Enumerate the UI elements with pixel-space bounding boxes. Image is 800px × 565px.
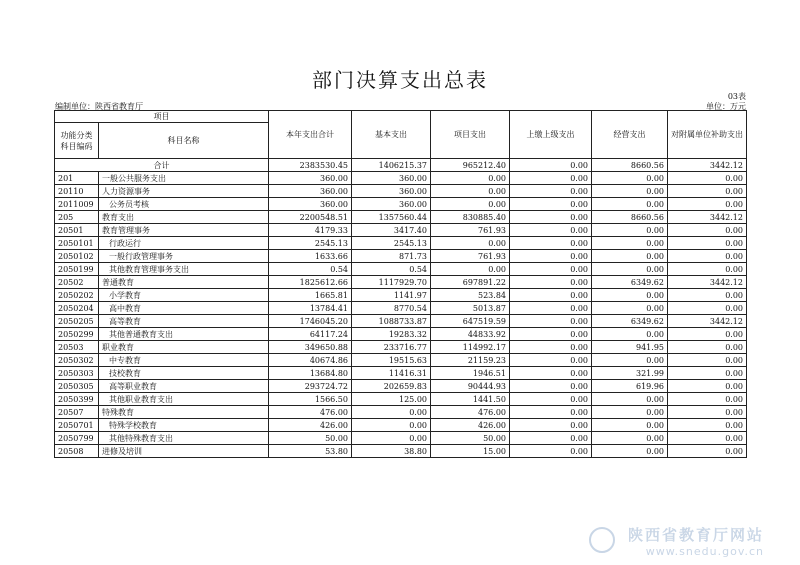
- row-code: 2050199: [55, 263, 99, 276]
- row-code: 2050701: [55, 419, 99, 432]
- row-subject-name: 一般公共服务支出: [99, 172, 269, 185]
- row-operating: 6349.62: [592, 315, 668, 328]
- row-total: 349650.88: [269, 341, 352, 354]
- table-row: [55, 250, 747, 263]
- row-project: 761.93: [431, 224, 510, 237]
- row-basic: 360.00: [352, 172, 431, 185]
- table-row: [55, 315, 747, 328]
- row-subject-name: 教育管理事务: [99, 224, 269, 237]
- row-project: 90444.93: [431, 380, 510, 393]
- watermark-site-name: 陕西省教育厅网站: [627, 526, 764, 544]
- table-row: [55, 328, 747, 341]
- row-project: 0.00: [431, 237, 510, 250]
- row-project: 1441.50: [431, 393, 510, 406]
- row-subject-name: 中专教育: [99, 354, 269, 367]
- row-total: 53.80: [269, 445, 352, 458]
- item-group-header: 项目: [55, 111, 269, 123]
- row-code: 20501: [55, 224, 99, 237]
- total-project: 965212.40: [431, 159, 510, 172]
- row-subsidy: 0.00: [668, 250, 747, 263]
- row-subject-name: 行政运行: [99, 237, 269, 250]
- col-header-basic: 基本支出: [352, 111, 431, 159]
- row-subject-name: 其他教育管理事务支出: [99, 263, 269, 276]
- row-upper: 0.00: [510, 393, 592, 406]
- row-basic: 3417.40: [352, 224, 431, 237]
- row-subject-name: 高中教育: [99, 302, 269, 315]
- row-upper: 0.00: [510, 198, 592, 211]
- row-total: 64117.24: [269, 328, 352, 341]
- row-operating: 0.00: [592, 172, 668, 185]
- row-code: 2050305: [55, 380, 99, 393]
- row-subject-name: 高等职业教育: [99, 380, 269, 393]
- row-code: 2050399: [55, 393, 99, 406]
- row-upper: 0.00: [510, 250, 592, 263]
- row-subject-name: 特殊教育: [99, 406, 269, 419]
- row-total: 50.00: [269, 432, 352, 445]
- row-operating: 0.00: [592, 250, 668, 263]
- row-subsidy: 0.00: [668, 172, 747, 185]
- row-project: 44833.92: [431, 328, 510, 341]
- row-subsidy: 0.00: [668, 419, 747, 432]
- row-basic: 0.00: [352, 419, 431, 432]
- row-subsidy: 0.00: [668, 263, 747, 276]
- row-subsidy: 0.00: [668, 289, 747, 302]
- total-upper: 0.00: [510, 159, 592, 172]
- row-upper: 0.00: [510, 276, 592, 289]
- row-total: 40674.86: [269, 354, 352, 367]
- row-code: 20502: [55, 276, 99, 289]
- row-subsidy: 3442.12: [668, 276, 747, 289]
- table-row: [55, 211, 747, 224]
- row-subsidy: 0.00: [668, 198, 747, 211]
- row-code: 20110: [55, 185, 99, 198]
- row-subject-name: 进修及培训: [99, 445, 269, 458]
- row-subsidy: 3442.12: [668, 315, 747, 328]
- row-total: 13684.80: [269, 367, 352, 380]
- row-basic: 19283.32: [352, 328, 431, 341]
- row-subsidy: 0.00: [668, 302, 747, 315]
- row-upper: 0.00: [510, 237, 592, 250]
- row-project: 1946.51: [431, 367, 510, 380]
- row-operating: 0.00: [592, 198, 668, 211]
- row-subject-name: 教育支出: [99, 211, 269, 224]
- row-subject-name: 一般行政管理事务: [99, 250, 269, 263]
- row-total: 426.00: [269, 419, 352, 432]
- col-header-total: 本年支出合计: [269, 111, 352, 159]
- row-basic: 0.54: [352, 263, 431, 276]
- row-operating: 0.00: [592, 263, 668, 276]
- form-number: 03表: [727, 92, 746, 101]
- row-subsidy: 0.00: [668, 393, 747, 406]
- row-project: 0.00: [431, 185, 510, 198]
- row-subject-name: 技校教育: [99, 367, 269, 380]
- row-basic: 871.73: [352, 250, 431, 263]
- row-subject-name: 普通教育: [99, 276, 269, 289]
- row-project: 426.00: [431, 419, 510, 432]
- page-title: 部门决算支出总表: [312, 68, 488, 92]
- row-upper: 0.00: [510, 432, 592, 445]
- row-upper: 0.00: [510, 380, 592, 393]
- col-header-func-code: 功能分类 科目编码: [55, 123, 99, 159]
- row-code: 2011009: [55, 198, 99, 211]
- row-total: 13784.41: [269, 302, 352, 315]
- row-upper: 0.00: [510, 328, 592, 341]
- row-project: 647519.59: [431, 315, 510, 328]
- row-code: 20507: [55, 406, 99, 419]
- total-row: [55, 159, 747, 172]
- row-project: 830885.40: [431, 211, 510, 224]
- table-row: [55, 406, 747, 419]
- row-basic: 233716.77: [352, 341, 431, 354]
- table-row: [55, 367, 747, 380]
- row-upper: 0.00: [510, 406, 592, 419]
- row-project: 15.00: [431, 445, 510, 458]
- total-operating: 8660.56: [592, 159, 668, 172]
- row-total: 0.54: [269, 263, 352, 276]
- row-project: 523.84: [431, 289, 510, 302]
- table-row: [55, 393, 747, 406]
- row-subject-name: 小学教育: [99, 289, 269, 302]
- row-operating: 619.96: [592, 380, 668, 393]
- row-code: 2050205: [55, 315, 99, 328]
- table-row: [55, 198, 747, 211]
- row-project: 697891.22: [431, 276, 510, 289]
- row-project: 0.00: [431, 198, 510, 211]
- row-total: 293724.72: [269, 380, 352, 393]
- row-code: 2050799: [55, 432, 99, 445]
- row-operating: 0.00: [592, 445, 668, 458]
- row-upper: 0.00: [510, 445, 592, 458]
- row-subsidy: 0.00: [668, 237, 747, 250]
- row-operating: 0.00: [592, 185, 668, 198]
- row-subject-name: 人力资源事务: [99, 185, 269, 198]
- row-project: 114992.17: [431, 341, 510, 354]
- col-header-operating: 经营支出: [592, 111, 668, 159]
- row-total: 1825612.66: [269, 276, 352, 289]
- row-project: 476.00: [431, 406, 510, 419]
- row-operating: 6349.62: [592, 276, 668, 289]
- row-subsidy: 0.00: [668, 445, 747, 458]
- row-total: 360.00: [269, 198, 352, 211]
- row-basic: 125.00: [352, 393, 431, 406]
- row-upper: 0.00: [510, 354, 592, 367]
- row-basic: 1357560.44: [352, 211, 431, 224]
- row-basic: 360.00: [352, 185, 431, 198]
- row-code: 20508: [55, 445, 99, 458]
- row-basic: 0.00: [352, 406, 431, 419]
- row-code: 201: [55, 172, 99, 185]
- row-total: 4179.33: [269, 224, 352, 237]
- col-header-subject-name: 科目名称: [99, 123, 269, 159]
- total-total: 2383530.45: [269, 159, 352, 172]
- table-row: [55, 419, 747, 432]
- row-subsidy: 0.00: [668, 224, 747, 237]
- row-operating: 8660.56: [592, 211, 668, 224]
- row-total: 2200548.51: [269, 211, 352, 224]
- row-basic: 2545.13: [352, 237, 431, 250]
- row-upper: 0.00: [510, 263, 592, 276]
- table-row: [55, 237, 747, 250]
- row-code: 205: [55, 211, 99, 224]
- row-upper: 0.00: [510, 315, 592, 328]
- row-basic: 1141.97: [352, 289, 431, 302]
- col-header-project: 项目支出: [431, 111, 510, 159]
- row-subsidy: 0.00: [668, 432, 747, 445]
- row-subsidy: 0.00: [668, 367, 747, 380]
- row-operating: 0.00: [592, 302, 668, 315]
- col-header-subsidy: 对附属单位补助支出: [668, 111, 747, 159]
- row-basic: 0.00: [352, 432, 431, 445]
- table-row: [55, 302, 747, 315]
- row-subsidy: 0.00: [668, 406, 747, 419]
- total-basic: 1406215.37: [352, 159, 431, 172]
- row-total: 1665.81: [269, 289, 352, 302]
- row-total: 476.00: [269, 406, 352, 419]
- row-total: 1746045.20: [269, 315, 352, 328]
- row-basic: 202659.83: [352, 380, 431, 393]
- row-code: 2050102: [55, 250, 99, 263]
- row-subject-name: 其他普通教育支出: [99, 328, 269, 341]
- table-row: [55, 341, 747, 354]
- row-code: 2050202: [55, 289, 99, 302]
- row-code: 2050303: [55, 367, 99, 380]
- table-row: [55, 432, 747, 445]
- row-upper: 0.00: [510, 289, 592, 302]
- row-subject-name: 其他特殊教育支出: [99, 432, 269, 445]
- row-upper: 0.00: [510, 367, 592, 380]
- table-row: [55, 380, 747, 393]
- currency-unit: 单位：万元: [706, 102, 746, 111]
- row-operating: 0.00: [592, 354, 668, 367]
- table-row: [55, 276, 747, 289]
- row-subsidy: 0.00: [668, 354, 747, 367]
- row-basic: 8770.54: [352, 302, 431, 315]
- row-basic: 360.00: [352, 198, 431, 211]
- row-code: 2050101: [55, 237, 99, 250]
- col-header-upper: 上缴上级支出: [510, 111, 592, 159]
- row-operating: 941.95: [592, 341, 668, 354]
- row-subject-name: 高等教育: [99, 315, 269, 328]
- row-total: 360.00: [269, 185, 352, 198]
- row-basic: 1088733.87: [352, 315, 431, 328]
- row-basic: 11416.31: [352, 367, 431, 380]
- row-subject-name: 其他职业教育支出: [99, 393, 269, 406]
- table-row: [55, 172, 747, 185]
- row-subsidy: 0.00: [668, 185, 747, 198]
- table-row: [55, 224, 747, 237]
- reporting-unit: 编制单位：陕西省教育厅: [55, 102, 143, 111]
- row-total: 2545.13: [269, 237, 352, 250]
- row-upper: 0.00: [510, 185, 592, 198]
- expenditure-table: [54, 110, 747, 458]
- table-row: [55, 185, 747, 198]
- row-code: 2050302: [55, 354, 99, 367]
- table-row: [55, 354, 747, 367]
- row-subsidy: 3442.12: [668, 211, 747, 224]
- row-code: 2050204: [55, 302, 99, 315]
- watermark-url: www.snedu.gov.cn: [645, 545, 764, 558]
- row-project: 0.00: [431, 172, 510, 185]
- row-code: 2050299: [55, 328, 99, 341]
- row-operating: 0.00: [592, 237, 668, 250]
- row-upper: 0.00: [510, 224, 592, 237]
- row-operating: 0.00: [592, 406, 668, 419]
- row-basic: 19515.63: [352, 354, 431, 367]
- row-basic: 1117929.70: [352, 276, 431, 289]
- row-basic: 38.80: [352, 445, 431, 458]
- row-subsidy: 0.00: [668, 341, 747, 354]
- row-upper: 0.00: [510, 172, 592, 185]
- row-subject-name: 职业教育: [99, 341, 269, 354]
- row-project: 0.00: [431, 263, 510, 276]
- row-operating: 0.00: [592, 224, 668, 237]
- row-operating: 321.99: [592, 367, 668, 380]
- row-project: 761.93: [431, 250, 510, 263]
- row-operating: 0.00: [592, 393, 668, 406]
- row-upper: 0.00: [510, 341, 592, 354]
- row-total: 1633.66: [269, 250, 352, 263]
- row-operating: 0.00: [592, 419, 668, 432]
- watermark-logo-icon: [589, 527, 615, 553]
- table-row: [55, 263, 747, 276]
- table-row: [55, 445, 747, 458]
- row-total: 360.00: [269, 172, 352, 185]
- row-operating: 0.00: [592, 289, 668, 302]
- row-project: 50.00: [431, 432, 510, 445]
- row-operating: 0.00: [592, 432, 668, 445]
- row-project: 5013.87: [431, 302, 510, 315]
- row-total: 1566.50: [269, 393, 352, 406]
- row-code: 20503: [55, 341, 99, 354]
- row-upper: 0.00: [510, 211, 592, 224]
- row-subject-name: 公务员考核: [99, 198, 269, 211]
- total-label: 合计: [55, 159, 269, 172]
- row-subsidy: 0.00: [668, 380, 747, 393]
- row-upper: 0.00: [510, 302, 592, 315]
- row-subject-name: 特殊学校教育: [99, 419, 269, 432]
- row-operating: 0.00: [592, 328, 668, 341]
- row-project: 21159.23: [431, 354, 510, 367]
- table-row: [55, 289, 747, 302]
- total-subsidy: 3442.12: [668, 159, 747, 172]
- row-upper: 0.00: [510, 419, 592, 432]
- row-subsidy: 0.00: [668, 328, 747, 341]
